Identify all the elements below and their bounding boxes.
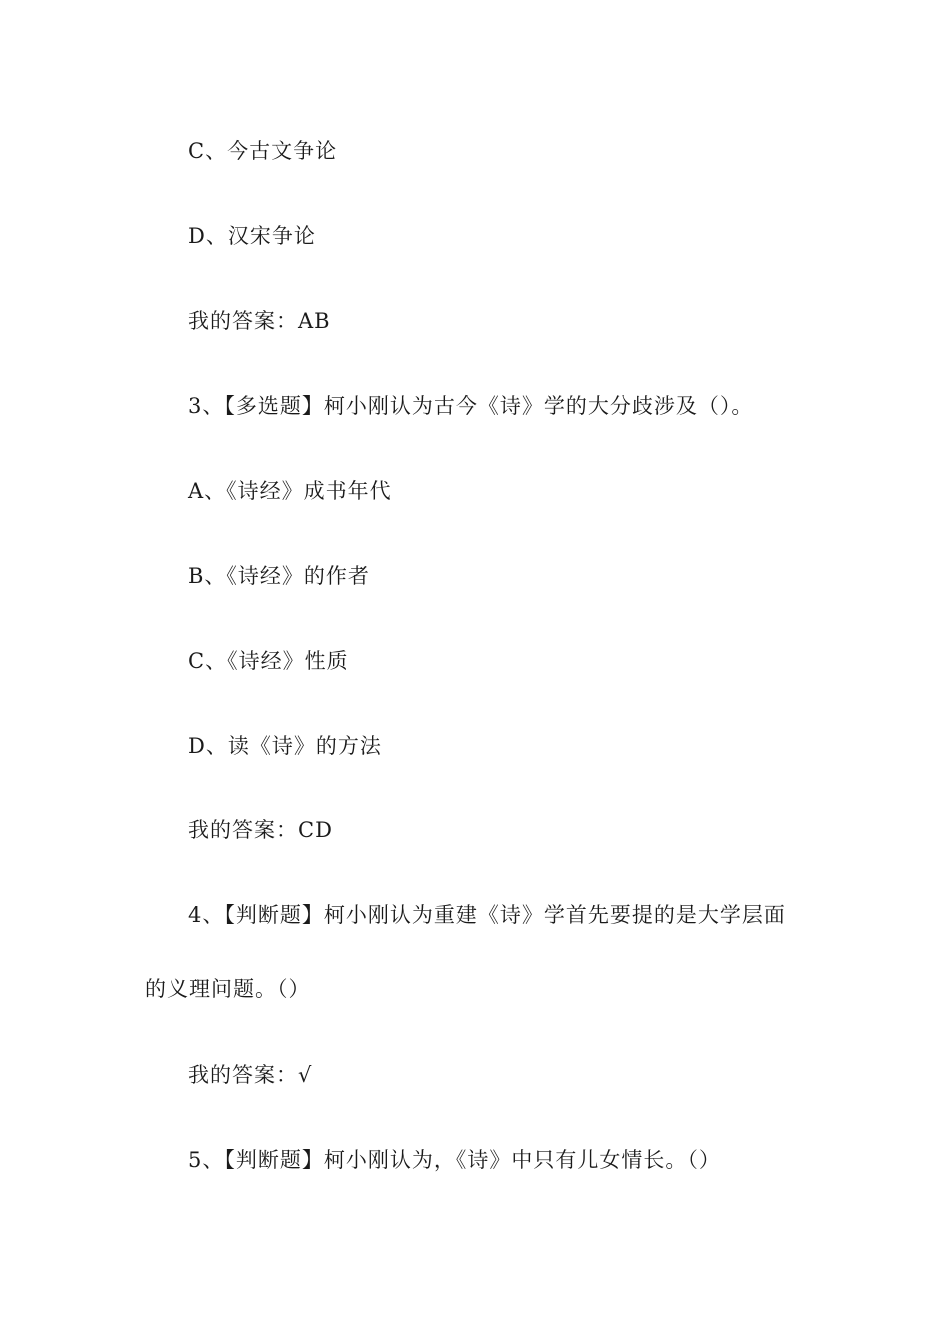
q4-stem-line1: 4、【判断题】柯小刚认为重建《诗》学首先要提的是大学层面 xyxy=(188,903,786,927)
q2-answer: 我的答案：AB xyxy=(188,309,331,333)
q3-option-a: A、《诗经》成书年代 xyxy=(188,479,392,503)
q2-option-c: C、今古文争论 xyxy=(188,139,338,163)
q3-option-c: C、《诗经》性质 xyxy=(188,649,349,673)
q3-option-d: D、读《诗》的方法 xyxy=(188,734,382,758)
q3-stem: 3、【多选题】柯小刚认为古今《诗》学的大分歧涉及（）。 xyxy=(188,394,754,418)
q4-stem-line2: 的义理问题。（） xyxy=(145,977,311,1001)
q5-stem: 5、【判断题】柯小刚认为，《诗》中只有儿女情长。（） xyxy=(188,1148,721,1172)
q3-answer: 我的答案：CD xyxy=(188,818,333,842)
q4-answer: 我的答案：√ xyxy=(188,1063,313,1087)
q2-option-d: D、汉宋争论 xyxy=(188,224,316,248)
q3-option-b: B、《诗经》的作者 xyxy=(188,564,370,588)
